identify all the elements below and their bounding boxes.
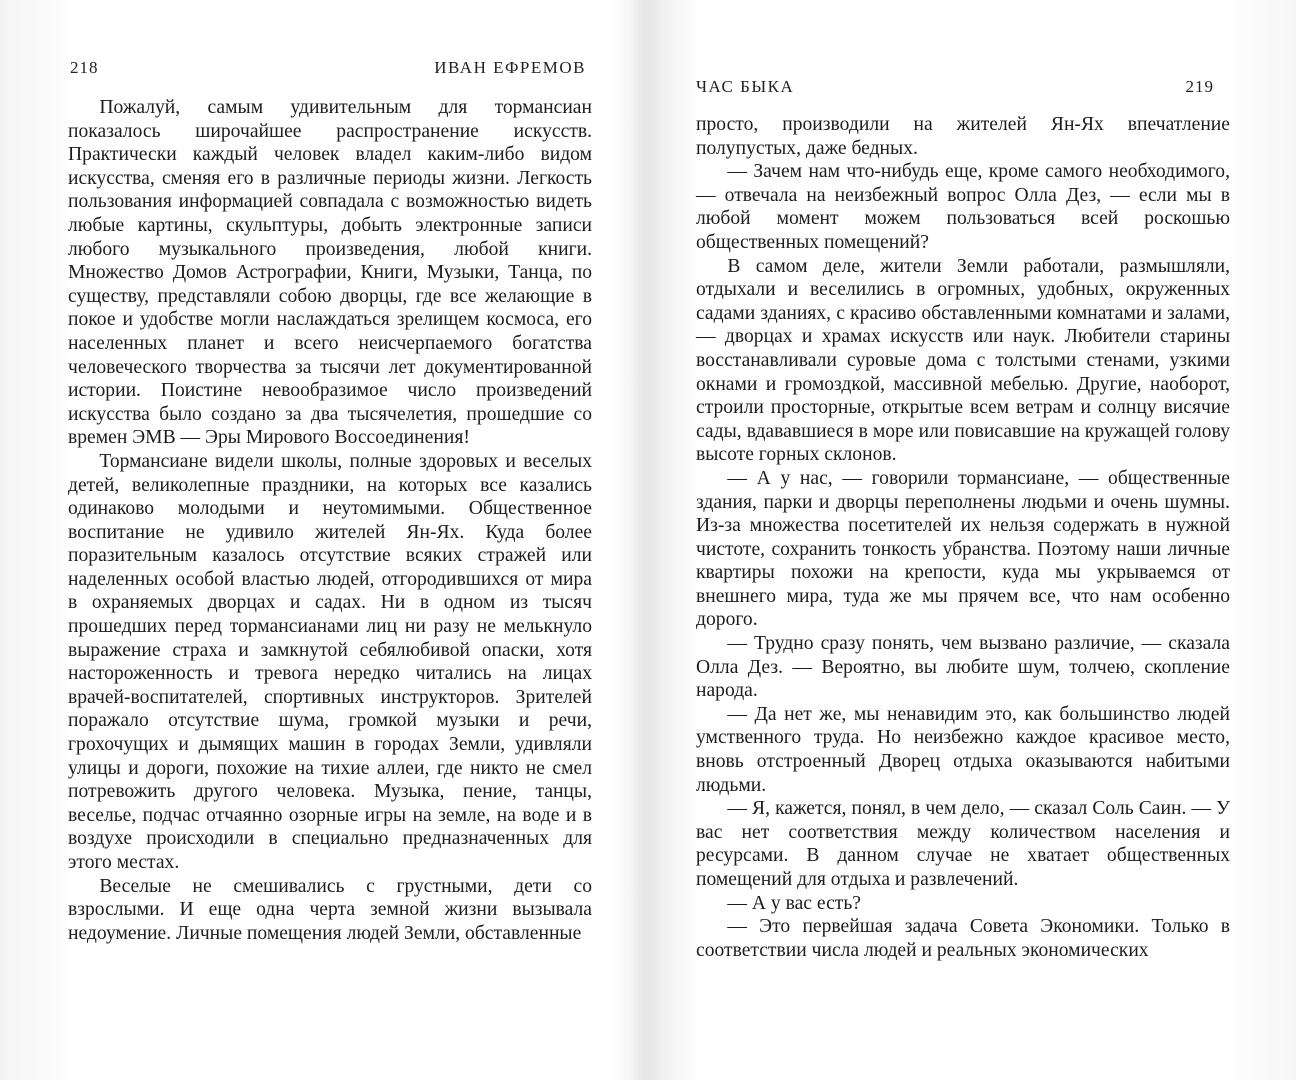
paragraph: — Трудно сразу понять, чем вызвано различие, — сказала Олла Дез. — Вероятно, вы любите шум, толчею, скопление народа. <box>696 633 1230 702</box>
paragraph: — А у нас, — говорили тормансиане, — общественные здания, парки и дворцы переполнены людьми и очень шумны. Из-за множества посетителей их нельзя содержать в нужной чистоте, сохранить тонкость убранства. Поэтому наши личные квартиры похожи на крепости, куда мы укрываемся от внешнего мира, туда же мы прячем все, что нам особенно дорого. <box>696 467 1230 631</box>
paragraph: Веселые не смешивались с грустными, дети со взрослыми. И еще одна черта земной жизни вызывала недоумение. Личные помещения людей Земли, обставленные <box>68 875 592 944</box>
paragraph: Тормансиане видели школы, полные здоровых и веселых детей, великолепные праздники, на которых все казались одинаково молодыми и неутомимыми. Общественное воспитание не удивило жителей Ян-Ях. Куда более поразительным казалось отсутствие всяких стражей или наделенных особой властью людей, отгородившихся от мира в охраняемых дворцах и садах. Ни в одном из тысяч прошедших перед тормансианами лиц ни разу не мелькнуло выражение страха и замкнутой себялюбивой опаски, хотя настороженность и тревога нередко читались на лицах врачей-воспитателей, спортивных инструкторов. Зрителей поражало отсутствие шума, громкой музыки и речи, грохочущих и дымящих машин в городах Земли, удивляли улицы и дороги, похожие на тихие аллеи, где никто не смел потревожить другого человека. Музыка, пение, танцы, веселье, подчас отчаянно озорные игры на земле, на воде и в воздухе происходили в специально предназначенных для этого местах. <box>68 450 592 873</box>
paragraph: В самом деле, жители Земли работали, размышляли, отдыхали и веселились в огромных, удобных, окруженных садами зданиях, с красиво обставленными комнатами и залами, — дворцах и храмах искусств или наук. Любители старины восстанавливали суровые дома с толстыми стенами, узкими окнами и громоздкой, массивной мебелью. Другие, наоборот, строили просторные, открытые всем ветрам и солнцу висячие сады, вдававшиеся в море или повисавшие на кружащей голову высоте горных склонов. <box>696 255 1230 466</box>
paragraph: — А у вас есть? <box>727 892 861 914</box>
paragraph: — Зачем нам что-нибудь еще, кроме самого необходимого, — отвечала на неизбежный вопрос Олла Дез, — если мы в любой момент можем пользоваться всей роскошью общественных помещений? <box>696 161 1230 253</box>
running-head: ЧАС БЫКА <box>696 77 795 96</box>
paragraph-continuation: просто, производили на жителей Ян-Ях впечатление полупустых, даже бедных. <box>696 114 1230 159</box>
left-page-text <box>68 96 592 945</box>
paragraph: — Да нет же, мы ненавидим это, как большинство людей умственного труда. Но неизбежно каждое красивое место, вновь отстроенный Дворец отдыха оказываются набитыми людьми. <box>696 703 1230 796</box>
paragraph: — Я, кажется, понял, в чем дело, — сказал Соль Саин. — У вас нет соответствия между количеством населения и ресурсами. В данном случае не хватает общественных помещений для отдыха и развлечений. <box>696 798 1230 890</box>
left-page <box>68 0 592 1080</box>
page-number: 219 <box>1185 77 1214 96</box>
page-number: 218 <box>70 58 99 77</box>
paragraph: — Это первейшая задача Совета Экономики. Только в соответствии числа людей и реальных экономических <box>696 916 1230 961</box>
right-page <box>696 0 1230 1080</box>
paragraph: Пожалуй, самым удивительным для тормансиан показалось широчайшее распространение искусств. Практически каждый человек владел каким-либо видом искусства, сменяя его в различные периоды жизни. Легкость пользования информацией совпадала с возможностью видеть любые картины, скульптуры, добыть электронные записи любого музыкального произведения, любой книги. Множество Домов Астрографии, Книги, Музыки, Танца, по существу, представляли собою дворцы, где все желающие в покое и удобстве могли наслаждаться зрелищем космоса, его населенных планет и всего неисчерпаемого богатства человеческого творчества за тысячи лет документированной истории. Поистине невообразимое число произведений искусства было создано за два тысячелетия, прошедшие со времен ЭМВ — Эры Мирового Воссоединения! <box>68 97 592 449</box>
running-head: ИВАН ЕФРЕМОВ <box>434 58 586 77</box>
book-gutter <box>630 0 660 1080</box>
right-page-text <box>696 113 1230 962</box>
